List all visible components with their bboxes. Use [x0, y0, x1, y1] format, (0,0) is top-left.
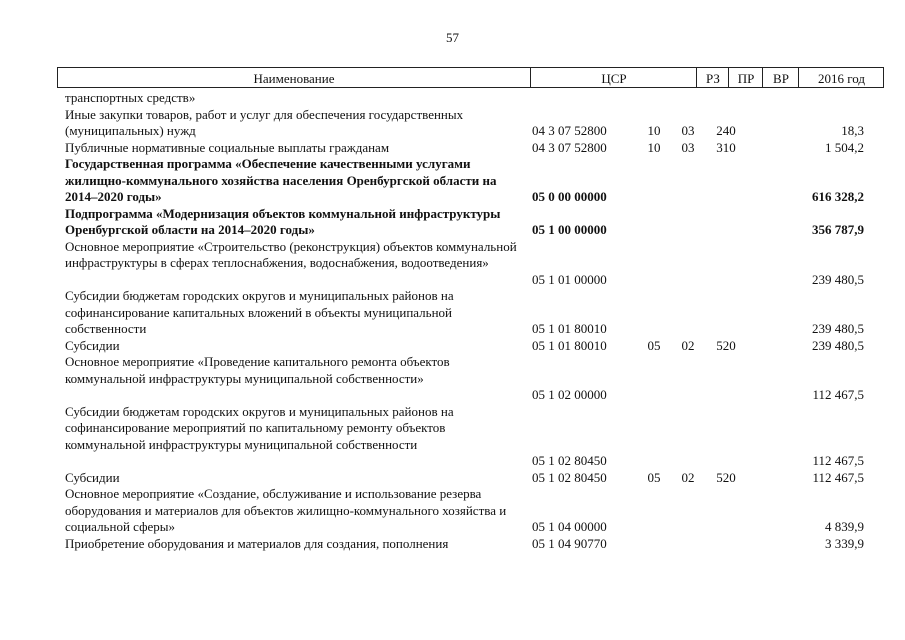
row-amount: 112 467,5 [812, 387, 864, 402]
row-amount: 4 839,9 [825, 519, 864, 534]
row-amount: 239 480,5 [812, 337, 864, 353]
row-amount: 616 328,2 [812, 189, 864, 204]
row-amount: 3 339,9 [825, 535, 864, 551]
row-amount: 112 467,5 [812, 469, 864, 485]
row-pr: 03 [681, 139, 695, 155]
row-pr: 03 [681, 123, 695, 138]
table-body [0, 90, 905, 552]
table-row [0, 470, 905, 487]
table-row [0, 107, 905, 140]
table-row [0, 338, 905, 355]
row-vr: 520 [716, 469, 736, 485]
row-amount: 1 504,2 [825, 139, 864, 155]
row-vr: 240 [716, 123, 736, 138]
row-name: Субсидии [65, 469, 120, 485]
table-row [0, 239, 905, 289]
row-csr: 05 1 04 00000 [532, 519, 607, 534]
row-name: Субсидии бюджетам городских округов и муниципальных районов на софинансирование капитальных вложений в объекты муниципальной собственности [65, 288, 454, 336]
row-amount: 356 787,9 [812, 222, 864, 237]
table-row [0, 90, 905, 107]
row-name: Основное мероприятие «Строительство (реконструкция) объектов коммунальной инфраструктуры в сферах теплоснабжения, водоснабжения, водоотведения» [65, 238, 517, 270]
header-year: 2016 год [798, 68, 884, 87]
row-csr: 05 1 04 90770 [532, 535, 607, 551]
row-pr: 02 [681, 337, 695, 353]
row-name: Подпрограмма «Модернизация объектов коммунальной инфраструктуры Оренбургской области на 2014–2020 годы» [65, 205, 501, 237]
table-row [0, 536, 905, 553]
row-rz: 05 [647, 469, 661, 485]
table-row [0, 206, 905, 239]
row-rz: 10 [647, 139, 661, 155]
row-rz: 05 [647, 337, 661, 353]
row-rz: 10 [647, 123, 661, 138]
page-number: 57 [446, 30, 459, 45]
row-vr: 310 [716, 139, 736, 155]
row-amount: 239 480,5 [812, 271, 864, 287]
row-csr: 05 1 01 80010 [532, 321, 607, 336]
row-csr: 05 1 01 80010 [532, 337, 607, 353]
table-row [0, 354, 905, 404]
table-header [57, 67, 884, 88]
row-amount: 18,3 [841, 123, 864, 138]
row-csr: 04 3 07 52800 [532, 139, 607, 155]
header-csr: ЦСР [530, 68, 697, 87]
header-pr: ПР [728, 68, 763, 87]
row-csr: 05 1 02 80450 [532, 469, 607, 485]
row-csr: 05 1 01 00000 [532, 271, 607, 287]
table-row [0, 288, 905, 338]
row-csr: 05 1 02 80450 [532, 453, 607, 468]
row-csr: 05 1 02 00000 [532, 387, 607, 402]
table-row [0, 404, 905, 470]
row-csr: 04 3 07 52800 [532, 123, 607, 138]
row-csr: 05 1 00 00000 [532, 222, 607, 237]
row-vr: 520 [716, 337, 736, 353]
row-name: Иные закупки товаров, работ и услуг для обеспечения государственных (муниципальных) нужд [65, 106, 464, 138]
row-amount: 112 467,5 [812, 453, 864, 468]
row-pr: 02 [681, 469, 695, 485]
row-amount: 239 480,5 [812, 321, 864, 336]
row-name: Государственная программа «Обеспечение качественными услугами жилищно-коммунального хозяйства населения Оренбургской области на 2014–2020 годы» [65, 156, 497, 204]
row-name: Приобретение оборудования и материалов для создания, пополнения [65, 535, 449, 551]
row-name: Публичные нормативные социальные выплаты гражданам [65, 139, 390, 155]
row-name: Субсидии [65, 337, 120, 353]
header-rz: РЗ [696, 68, 729, 87]
row-csr: 05 0 00 00000 [532, 189, 607, 204]
table-row [0, 156, 905, 206]
header-vr: ВР [762, 68, 799, 87]
row-name: транспортных средств» [65, 90, 196, 105]
row-name: Основное мероприятие «Проведение капитального ремонта объектов коммунальной инфраструктуры муниципальной собственности» [65, 354, 450, 386]
row-name: Основное мероприятие «Создание, обслуживание и использование резерва оборудования и материалов для объектов жилищно-коммунального хозяйства и социальной сферы» [65, 486, 507, 534]
table-row [0, 486, 905, 536]
table-row [0, 140, 905, 157]
header-name: Наименование [253, 71, 335, 86]
row-name: Субсидии бюджетам городских округов и муниципальных районов на софинансирование мероприятий по капитальному ремонту объектов коммунальной инфраструктуры муниципальной собственности [65, 403, 454, 452]
